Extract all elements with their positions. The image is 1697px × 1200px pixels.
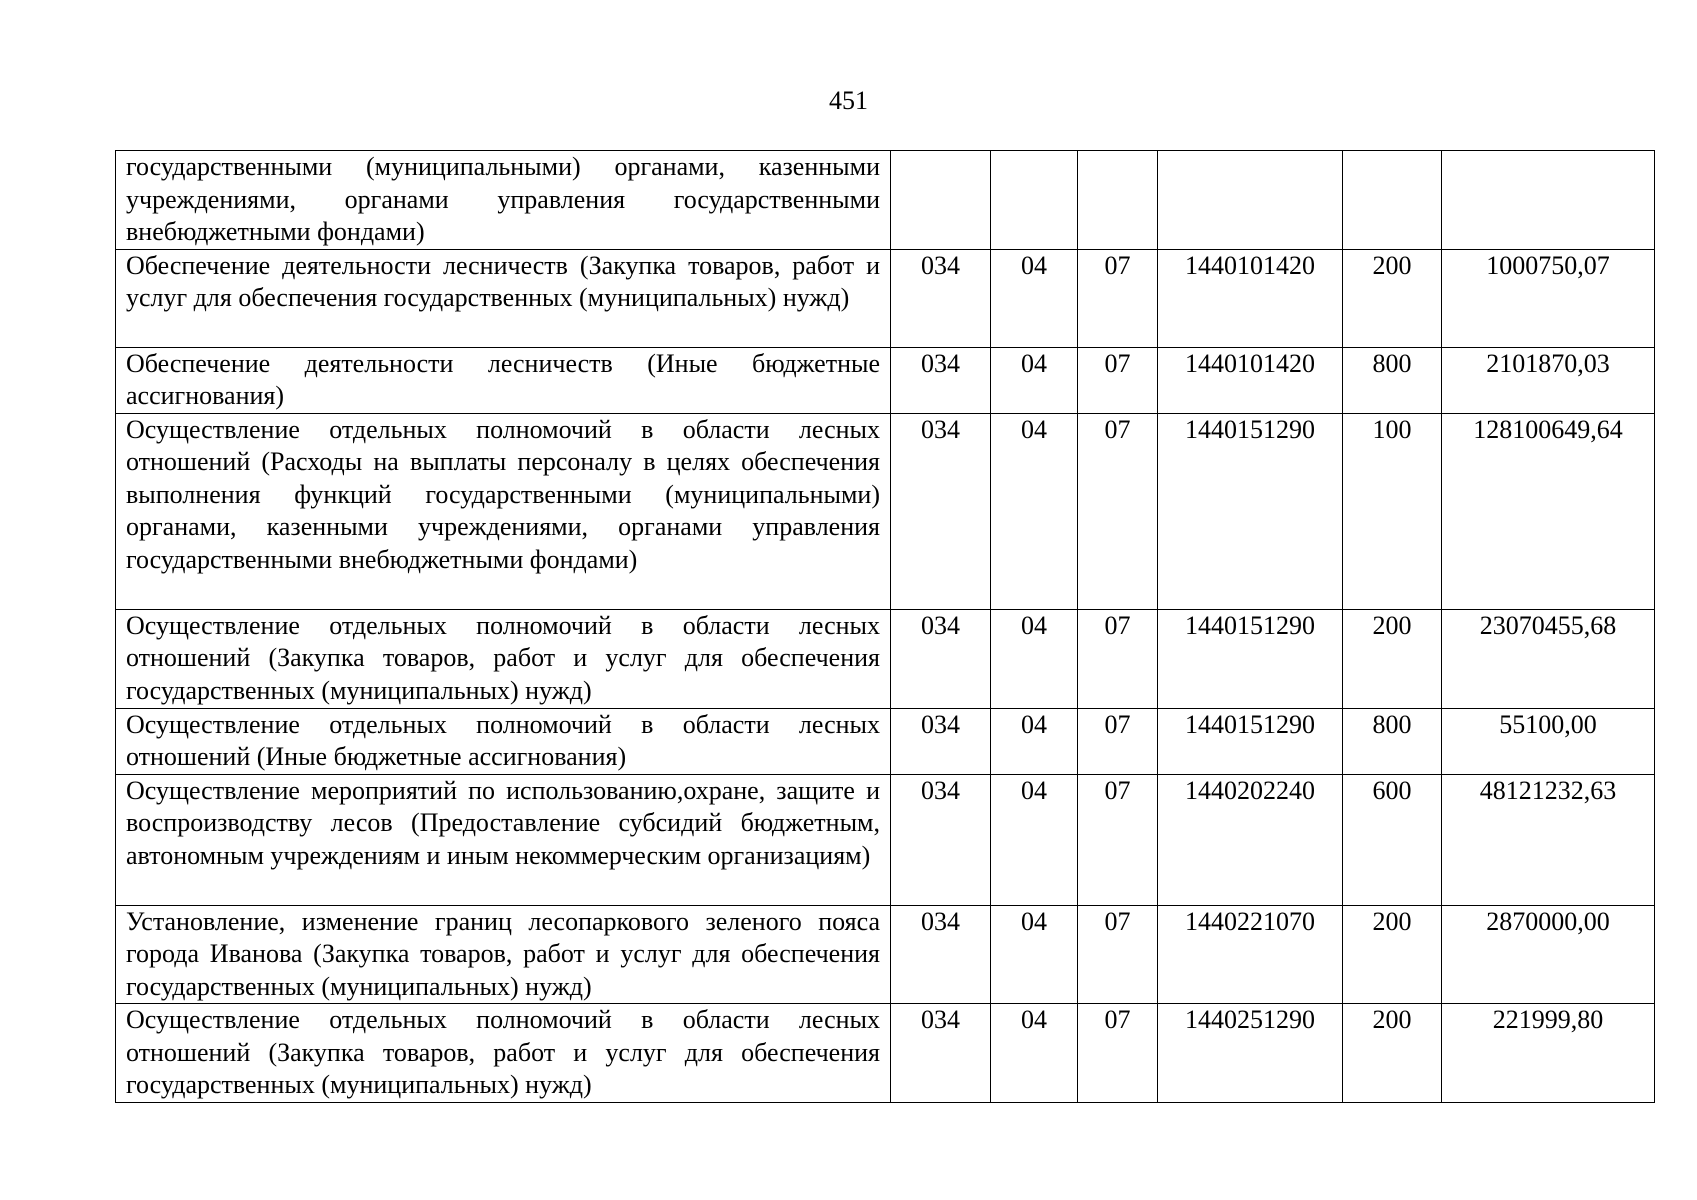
grbs-code: 034: [891, 347, 991, 413]
amount-value: 2101870,03: [1442, 347, 1655, 413]
expense-type-code: 200: [1343, 249, 1442, 347]
amount-value: 1000750,07: [1442, 249, 1655, 347]
amount-value: 23070455,68: [1442, 609, 1655, 708]
grbs-code: 034: [891, 1004, 991, 1103]
table-row: [116, 151, 1655, 250]
table-row: [116, 249, 1655, 347]
section-code: 04: [991, 609, 1078, 708]
target-article-code: 1440151290: [1158, 609, 1343, 708]
target-article-code: 1440202240: [1158, 774, 1343, 905]
subsection-code: 07: [1078, 1004, 1158, 1103]
expense-type-code: 200: [1343, 1004, 1442, 1103]
subsection-code: 07: [1078, 708, 1158, 774]
amount-value: [1442, 151, 1655, 250]
table-row: [116, 347, 1655, 413]
subsection-code: 07: [1078, 413, 1158, 609]
expense-type-code: 200: [1343, 905, 1442, 1004]
target-article-code: 1440251290: [1158, 1004, 1343, 1103]
section-code: 04: [991, 774, 1078, 905]
row-description: Осуществление отдельных полномочий в области лесных отношений (Закупка товаров, работ и услуг для обеспечения государственных (муниципальных) нужд): [116, 1004, 891, 1103]
target-article-code: 1440101420: [1158, 347, 1343, 413]
table-row: [116, 1004, 1655, 1103]
amount-value: 2870000,00: [1442, 905, 1655, 1004]
table-row: [116, 413, 1655, 609]
amount-value: 221999,80: [1442, 1004, 1655, 1103]
section-code: 04: [991, 1004, 1078, 1103]
section-code: 04: [991, 249, 1078, 347]
section-code: 04: [991, 708, 1078, 774]
row-description: государственными (муниципальными) органами, казенными учреждениями, органами управления государственными внебюджетными фондами): [116, 151, 891, 250]
row-description: Осуществление отдельных полномочий в области лесных отношений (Закупка товаров, работ и услуг для обеспечения государственных (муниципальных) нужд): [116, 609, 891, 708]
section-code: 04: [991, 905, 1078, 1004]
table-row: [116, 708, 1655, 774]
amount-value: 128100649,64: [1442, 413, 1655, 609]
subsection-code: 07: [1078, 609, 1158, 708]
table-row: [116, 774, 1655, 905]
subsection-code: 07: [1078, 249, 1158, 347]
row-description: Установление, изменение границ лесопаркового зеленого пояса города Иванова (Закупка товаров, работ и услуг для обеспечения государственных (муниципальных) нужд): [116, 905, 891, 1004]
row-description: Осуществление отдельных полномочий в области лесных отношений (Иные бюджетные ассигнования): [116, 708, 891, 774]
page-number: 451: [829, 86, 868, 115]
amount-value: 48121232,63: [1442, 774, 1655, 905]
grbs-code: 034: [891, 774, 991, 905]
subsection-code: [1078, 151, 1158, 250]
target-article-code: 1440151290: [1158, 413, 1343, 609]
section-code: 04: [991, 347, 1078, 413]
grbs-code: 034: [891, 249, 991, 347]
table-row: [116, 905, 1655, 1004]
grbs-code: 034: [891, 413, 991, 609]
expense-type-code: 200: [1343, 609, 1442, 708]
grbs-code: 034: [891, 609, 991, 708]
expense-type-code: 800: [1343, 708, 1442, 774]
expense-type-code: 100: [1343, 413, 1442, 609]
row-description: Осуществление мероприятий по использованию,охране, защите и воспроизводству лесов (Предоставление субсидий бюджетным, автономным учреждениям и иным некоммерческим организациям): [116, 774, 891, 905]
budget-table: [115, 150, 1655, 1103]
grbs-code: 034: [891, 708, 991, 774]
subsection-code: 07: [1078, 347, 1158, 413]
expense-type-code: [1343, 151, 1442, 250]
row-description: Обеспечение деятельности лесничеств (Закупка товаров, работ и услуг для обеспечения государственных (муниципальных) нужд): [116, 249, 891, 347]
grbs-code: 034: [891, 905, 991, 1004]
row-description: Осуществление отдельных полномочий в области лесных отношений (Расходы на выплаты персоналу в целях обеспечения выполнения функций государственными (муниципальными) органами, казенными учреждениями, органами управления государственными внебюджетными фондами): [116, 413, 891, 609]
section-code: 04: [991, 413, 1078, 609]
subsection-code: 07: [1078, 905, 1158, 1004]
section-code: [991, 151, 1078, 250]
target-article-code: 1440221070: [1158, 905, 1343, 1004]
row-description: Обеспечение деятельности лесничеств (Иные бюджетные ассигнования): [116, 347, 891, 413]
expense-type-code: 600: [1343, 774, 1442, 905]
subsection-code: 07: [1078, 774, 1158, 905]
table-row: [116, 609, 1655, 708]
amount-value: 55100,00: [1442, 708, 1655, 774]
target-article-code: 1440101420: [1158, 249, 1343, 347]
target-article-code: 1440151290: [1158, 708, 1343, 774]
grbs-code: [891, 151, 991, 250]
expense-type-code: 800: [1343, 347, 1442, 413]
target-article-code: [1158, 151, 1343, 250]
